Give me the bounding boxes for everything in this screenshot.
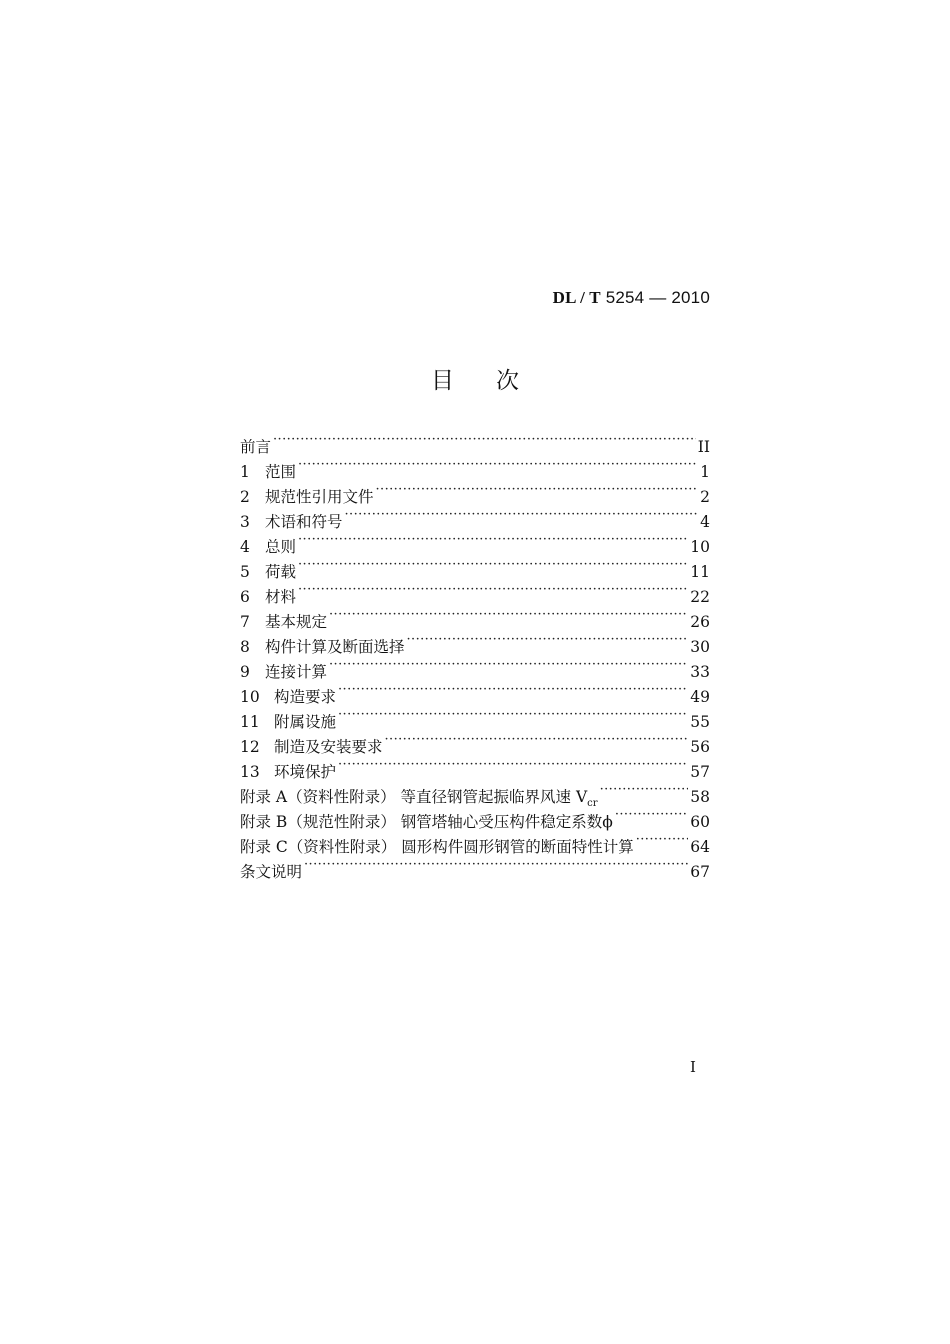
- toc-number: 7: [240, 613, 250, 631]
- toc-label: 总则: [265, 538, 297, 556]
- toc-page: 10: [690, 538, 710, 556]
- toc-leader: [338, 677, 688, 702]
- toc-page: 26: [690, 613, 710, 631]
- toc-leader: [600, 777, 689, 802]
- toc-leader: [338, 702, 688, 727]
- toc-page: 1: [700, 463, 710, 481]
- toc-number: 8: [240, 638, 250, 656]
- toc-leader: [298, 452, 698, 477]
- toc-number: 1: [240, 463, 250, 481]
- toc-leader: [376, 477, 699, 502]
- toc-row-1[interactable]: [240, 452, 710, 481]
- toc-page: 22: [690, 588, 710, 606]
- toc-label: 前言: [240, 438, 272, 456]
- toc-page: 11: [690, 563, 710, 581]
- toc-leader: [338, 752, 688, 777]
- toc-number: 3: [240, 513, 250, 531]
- standard-number: 5254 — 2010: [605, 288, 710, 307]
- toc-label: 环境保护: [274, 763, 337, 781]
- toc-leader: [385, 727, 689, 752]
- toc-number: 9: [240, 663, 250, 681]
- toc-label: 构造要求: [274, 688, 337, 706]
- toc-label: 条文说明: [240, 863, 303, 881]
- toc-row-7[interactable]: [240, 602, 710, 631]
- toc-leader: [304, 852, 688, 877]
- toc-label: 范围: [265, 463, 297, 481]
- toc-label: 附录 B（规范性附录） 钢管塔轴心受压构件稳定系数ϕ: [240, 813, 613, 831]
- toc-leader: [298, 527, 688, 552]
- toc-page: 57: [690, 763, 710, 781]
- toc-label: 术语和符号: [265, 513, 343, 531]
- toc-label: 构件计算及断面选择: [265, 638, 405, 656]
- toc-leader: [636, 827, 689, 852]
- toc-row-6[interactable]: [240, 577, 710, 606]
- toc-label: 材料: [265, 588, 297, 606]
- toc-leader: [615, 802, 688, 827]
- table-of-contents: [240, 427, 710, 881]
- toc-label: 附录 C（资料性附录） 圆形构件圆形钢管的断面特性计算: [240, 838, 634, 856]
- page-title: 目次: [431, 368, 561, 394]
- toc-page: 49: [690, 688, 710, 706]
- toc-number: 10: [240, 688, 260, 706]
- toc-number: 11: [240, 713, 260, 731]
- toc-number: 2: [240, 488, 250, 506]
- toc-page: 56: [690, 738, 710, 756]
- toc-label: 连接计算: [265, 663, 328, 681]
- toc-label-subscript: cr: [587, 798, 598, 810]
- toc-page: 58: [690, 788, 710, 806]
- toc-page: 30: [690, 638, 710, 656]
- toc-label: [240, 785, 598, 810]
- toc-number: 4: [240, 538, 250, 556]
- toc-page: 60: [690, 813, 710, 831]
- page-number: I: [690, 1058, 696, 1076]
- toc-label: 附属设施: [274, 713, 337, 731]
- toc-page: 2: [700, 488, 710, 506]
- toc-label: 基本规定: [265, 613, 328, 631]
- toc-leader: [345, 502, 699, 527]
- standard-prefix: DL / T: [552, 288, 601, 307]
- toc-label: 荷载: [265, 563, 297, 581]
- toc-number: 6: [240, 588, 250, 606]
- toc-leader: [298, 577, 688, 602]
- toc-label-text: 附录 A（资料性附录） 等直径钢管起振临界风速 V: [240, 788, 588, 806]
- toc-leader: [329, 652, 688, 677]
- standard-code: [553, 288, 710, 308]
- toc-page: 64: [690, 838, 710, 856]
- toc-page: II: [697, 438, 710, 456]
- toc-page: 55: [690, 713, 710, 731]
- toc-number: 12: [240, 738, 260, 756]
- toc-number: 5: [240, 563, 250, 581]
- toc-row-4[interactable]: [240, 527, 710, 556]
- toc-row-2[interactable]: [240, 477, 710, 506]
- toc-page: 67: [690, 863, 710, 881]
- toc-page: 4: [700, 513, 710, 531]
- toc-page: 33: [690, 663, 710, 681]
- toc-leader: [273, 427, 696, 452]
- toc-label: 规范性引用文件: [265, 488, 374, 506]
- toc-row-preface[interactable]: [240, 427, 710, 456]
- toc-row-5[interactable]: [240, 552, 710, 581]
- toc-leader: [329, 602, 688, 627]
- toc-row-explanation[interactable]: [240, 852, 710, 881]
- toc-label: 制造及安装要求: [274, 738, 383, 756]
- toc-leader: [298, 552, 688, 577]
- toc-leader: [407, 627, 689, 652]
- toc-number: 13: [240, 763, 260, 781]
